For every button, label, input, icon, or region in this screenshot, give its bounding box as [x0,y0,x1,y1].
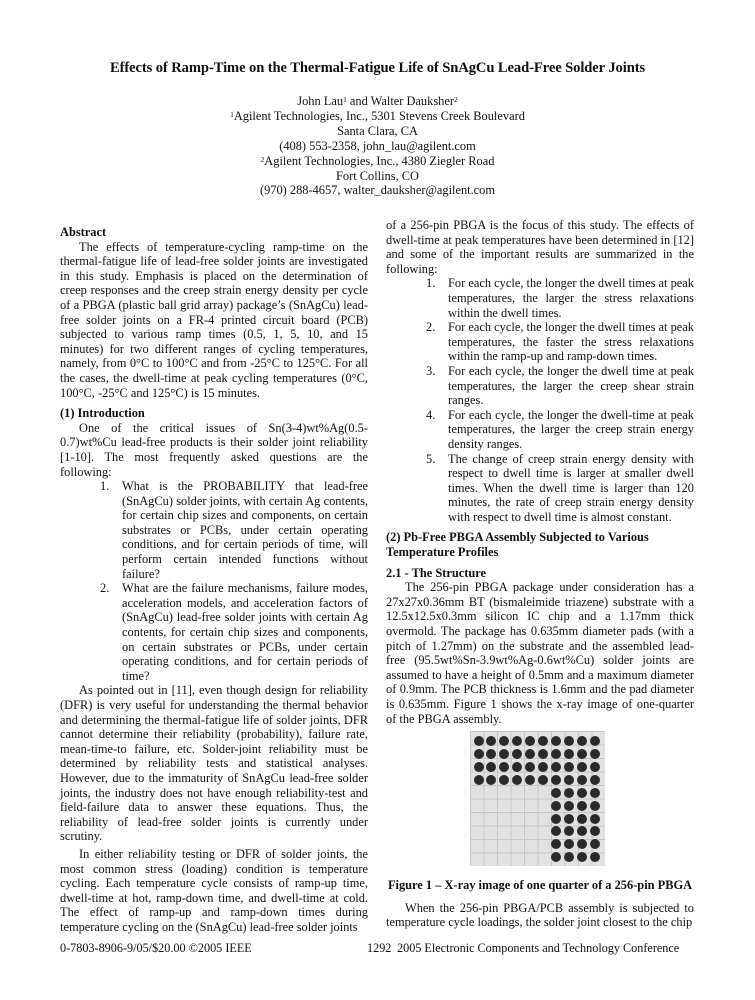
solder-ball [551,814,561,824]
solder-ball [564,801,574,811]
left-column [60,225,368,935]
figure-caption: Figure 1 – X-ray image of one quarter of a 256-pin PBGA [387,878,693,893]
solder-ball [590,839,600,849]
solder-ball [551,788,561,798]
list-item [386,320,694,364]
solder-ball [564,788,574,798]
solder-ball [564,736,574,746]
affiliation-2-city: Fort Collins, CO [336,168,419,183]
footer-page-number: 1292 [367,941,392,955]
solder-ball [577,736,587,746]
list-number: 2. [426,320,436,335]
structure-paragraph: The 256-pin PBGA package under consideration has a 27x27x0.36mm BT (bismaleimide triazene) substrate with a 12.5x12.5x0.3mm silicon IC chip and a 1.17mm thick overmold. The package has 0.635mm diameter pads (with a pitch of 1.27mm) on the substrate and the assembled lead-free (95.5wt%Sn-3.9wt%Ag-0.6wt%Cu) solder joints are assumed to have a height of 0.5mm and a maximum diameter of 0.9mm. The PCB thickness is 1.6mm and the pad diameter is 0.635mm. Figure 1 shows the x-ray image of one-quarter of the PBGA assembly. [386,580,694,726]
solder-ball [551,801,561,811]
solder-ball [590,736,600,746]
list-number: 1. [100,479,110,494]
solder-ball [590,801,600,811]
solder-ball [474,749,484,759]
list-number: 5. [426,451,436,466]
results-list [386,276,694,524]
list-item [60,479,368,581]
solder-ball [577,801,587,811]
abstract-text: The effects of temperature-cycling ramp-time on the thermal-fatigue life of lead-free solder joints are investigated in this study. Emphasis is placed on the determination of creep responses and the creep strain energy density per cycle of a PBGA (plastic ball grid array) package’s (SnAgCu) lead-free solder joints on a FR-4 printed circuit board (PCB) subjected to various ramp times (0.5, 1, 5, 10, and 15 minutes) for two different ranges of cycling temperatures, namely, from 0°C to 100°C and from -25°C to 125°C. For all the cases, the dwell-time at peak cycling temperatures (0°C, 100°C, -25°C and 125°C) is 15 minutes. [60,239,368,400]
solder-ball [577,788,587,798]
list-text: For each cycle, the longer the dwell times at peak temperatures, the faster the stress relaxations within the ramp-up and ramp-down times. [448,320,694,364]
paper-title: Effects of Ramp-Time on the Thermal-Fatigue Life of SnAgCu Lead-Free Solder Joints [109,60,646,76]
questions-list [60,479,368,683]
list-text: For each cycle, the longer the dwell-time at peak temperatures, the larger the creep strain energy density ranges. [448,407,694,451]
list-item [386,364,694,408]
solder-ball [590,788,600,798]
affiliation-marker: 2 [260,154,265,164]
affiliation-2 [0,154,755,169]
solder-ball [590,775,600,785]
list-item [60,581,368,683]
affiliation-marker: 1 [230,109,234,119]
xray-figure [470,731,605,866]
list-text: For each cycle, the longer the dwell time at peak temperatures, the larger the creep shear strain ranges. [448,363,694,408]
affiliation-1-text: Agilent Technologies, Inc., 5301 Stevens Creek Boulevard [233,108,525,123]
abstract-heading: Abstract [60,225,107,239]
solder-ball [590,749,600,759]
intro-paragraph-4: of a 256-pin PBGA is the focus of this study. The effects of dwell-time at peak temperatures have been determined in [12] and some of the important results are summarized in the following: [386,218,694,276]
solder-ball [590,814,600,824]
list-item [386,452,694,525]
affiliation-1-city: Santa Clara, CA [337,123,418,138]
solder-ball [590,852,600,862]
list-text: For each cycle, the longer the dwell times at peak temperatures, the larger the stress relaxations within the dwell times. [448,276,694,320]
solder-ball [551,762,561,772]
author-block [0,94,755,198]
intro-paragraph-2: As pointed out in [11], even though design for reliability (DFR) is very useful for understanding the thermal behavior and determining the thermal-fatigue life of solder joints, DFR cannot determine their reliability (probability), failure rate, mean-time-to failure, etc. Solder-joint reliability must be determined by reliability tests and statistical analyses. However, due to the immaturity of SnAgCu lead-free solder joints, the industry does not have enough reliability-test and field-failure data to answer these equations. Thus, the reliability of lead-free solder joints is currently under scrutiny. [60,683,368,844]
list-item [386,408,694,452]
solder-ball [564,762,574,772]
solder-ball [577,762,587,772]
solder-ball [564,775,574,785]
intro-heading: (1) Introduction [60,406,145,421]
author-2: and Walter Dauksher [346,94,454,108]
solder-ball [474,736,484,746]
solder-ball [474,775,484,785]
right-column [386,218,694,930]
list-number: 4. [426,407,436,422]
after-figure-paragraph: When the 256-pin PBGA/PCB assembly is subjected to temperature cycle loadings, the solder joint closest to the chip [386,900,694,930]
list-text: The change of creep strain energy density with respect to dwell time is larger at smaller dwell times. When the dwell time is larger than 120 minutes, the rate of creep strain energy density with respect to dwell time is almost constant. [448,451,694,524]
list-item [386,276,694,320]
solder-ball [512,775,522,785]
solder-ball [577,749,587,759]
author-names [0,94,755,109]
solder-ball [525,775,535,785]
solder-ball [538,775,548,785]
solder-ball [577,814,587,824]
affiliation-2-text: Agilent Technologies, Inc., 4380 Ziegler Road [264,153,495,168]
affiliation-1 [0,109,755,124]
list-text: What is the PROBABILITY that lead-free (SnAgCu) solder joints, with certain Ag contents, for certain chip sizes and components, on certain substrates or PCBs, under certain operating conditions, and for certain periods of time, will perform certain intended functions without failure? [122,479,368,581]
list-text: What are the failure mechanisms, failure modes, acceleration models, and acceleration factors of (SnAgCu) lead-free solder joints with certain Ag contents, for certain chip sizes and components, on certain substrates or PCBs, under certain operating conditions, and for certain periods of time? [122,581,368,683]
solder-ball [564,814,574,824]
solder-ball [551,775,561,785]
affiliation-marker: 2 [453,95,458,104]
section-2-1-heading: 2.1 - The Structure [386,565,487,580]
solder-ball [474,762,484,772]
affiliation-marker: 1 [343,95,347,104]
author-1: John Lau [297,94,344,108]
list-number: 1. [426,276,436,291]
footer-copyright: 0-7803-8906-9/05/$20.00 ©2005 IEEE [60,941,252,955]
solder-ball [577,775,587,785]
solder-ball [590,762,600,772]
list-number: 3. [426,363,436,378]
intro-paragraph-3: In either reliability testing or DFR of solder joints, the most common stress (loading) condition is temperature cycling. Each temperature cycle consists of ramp-up time, dwell-time at hot, ramp-down time, and dwell-time at cold. The effect of ramp-up and ramp-down times during temperature cycling on the (SnAgCu) lead-free solder joints [60,846,368,934]
affiliation-2-contact: (970) 288-4657, walter_dauksher@agilent.com [259,183,496,198]
intro-paragraph-1: One of the critical issues of Sn(3-4)wt%Ag(0.5-0.7)wt%Cu lead-free products is their solder joint reliability [1-10]. The most frequently asked questions are the following: [60,420,368,479]
footer-conference: 2005 Electronic Components and Technology Conference [397,941,680,955]
solder-ball [577,852,587,862]
solder-ball [551,749,561,759]
list-number: 2. [100,581,110,596]
section-2-heading: (2) Pb-Free PBGA Assembly Subjected to Various Temperature Profiles [386,530,649,560]
solder-ball [538,762,548,772]
affiliation-1-contact: (408) 553-2358, john_lau@agilent.com [279,138,476,153]
solder-ball [564,749,574,759]
